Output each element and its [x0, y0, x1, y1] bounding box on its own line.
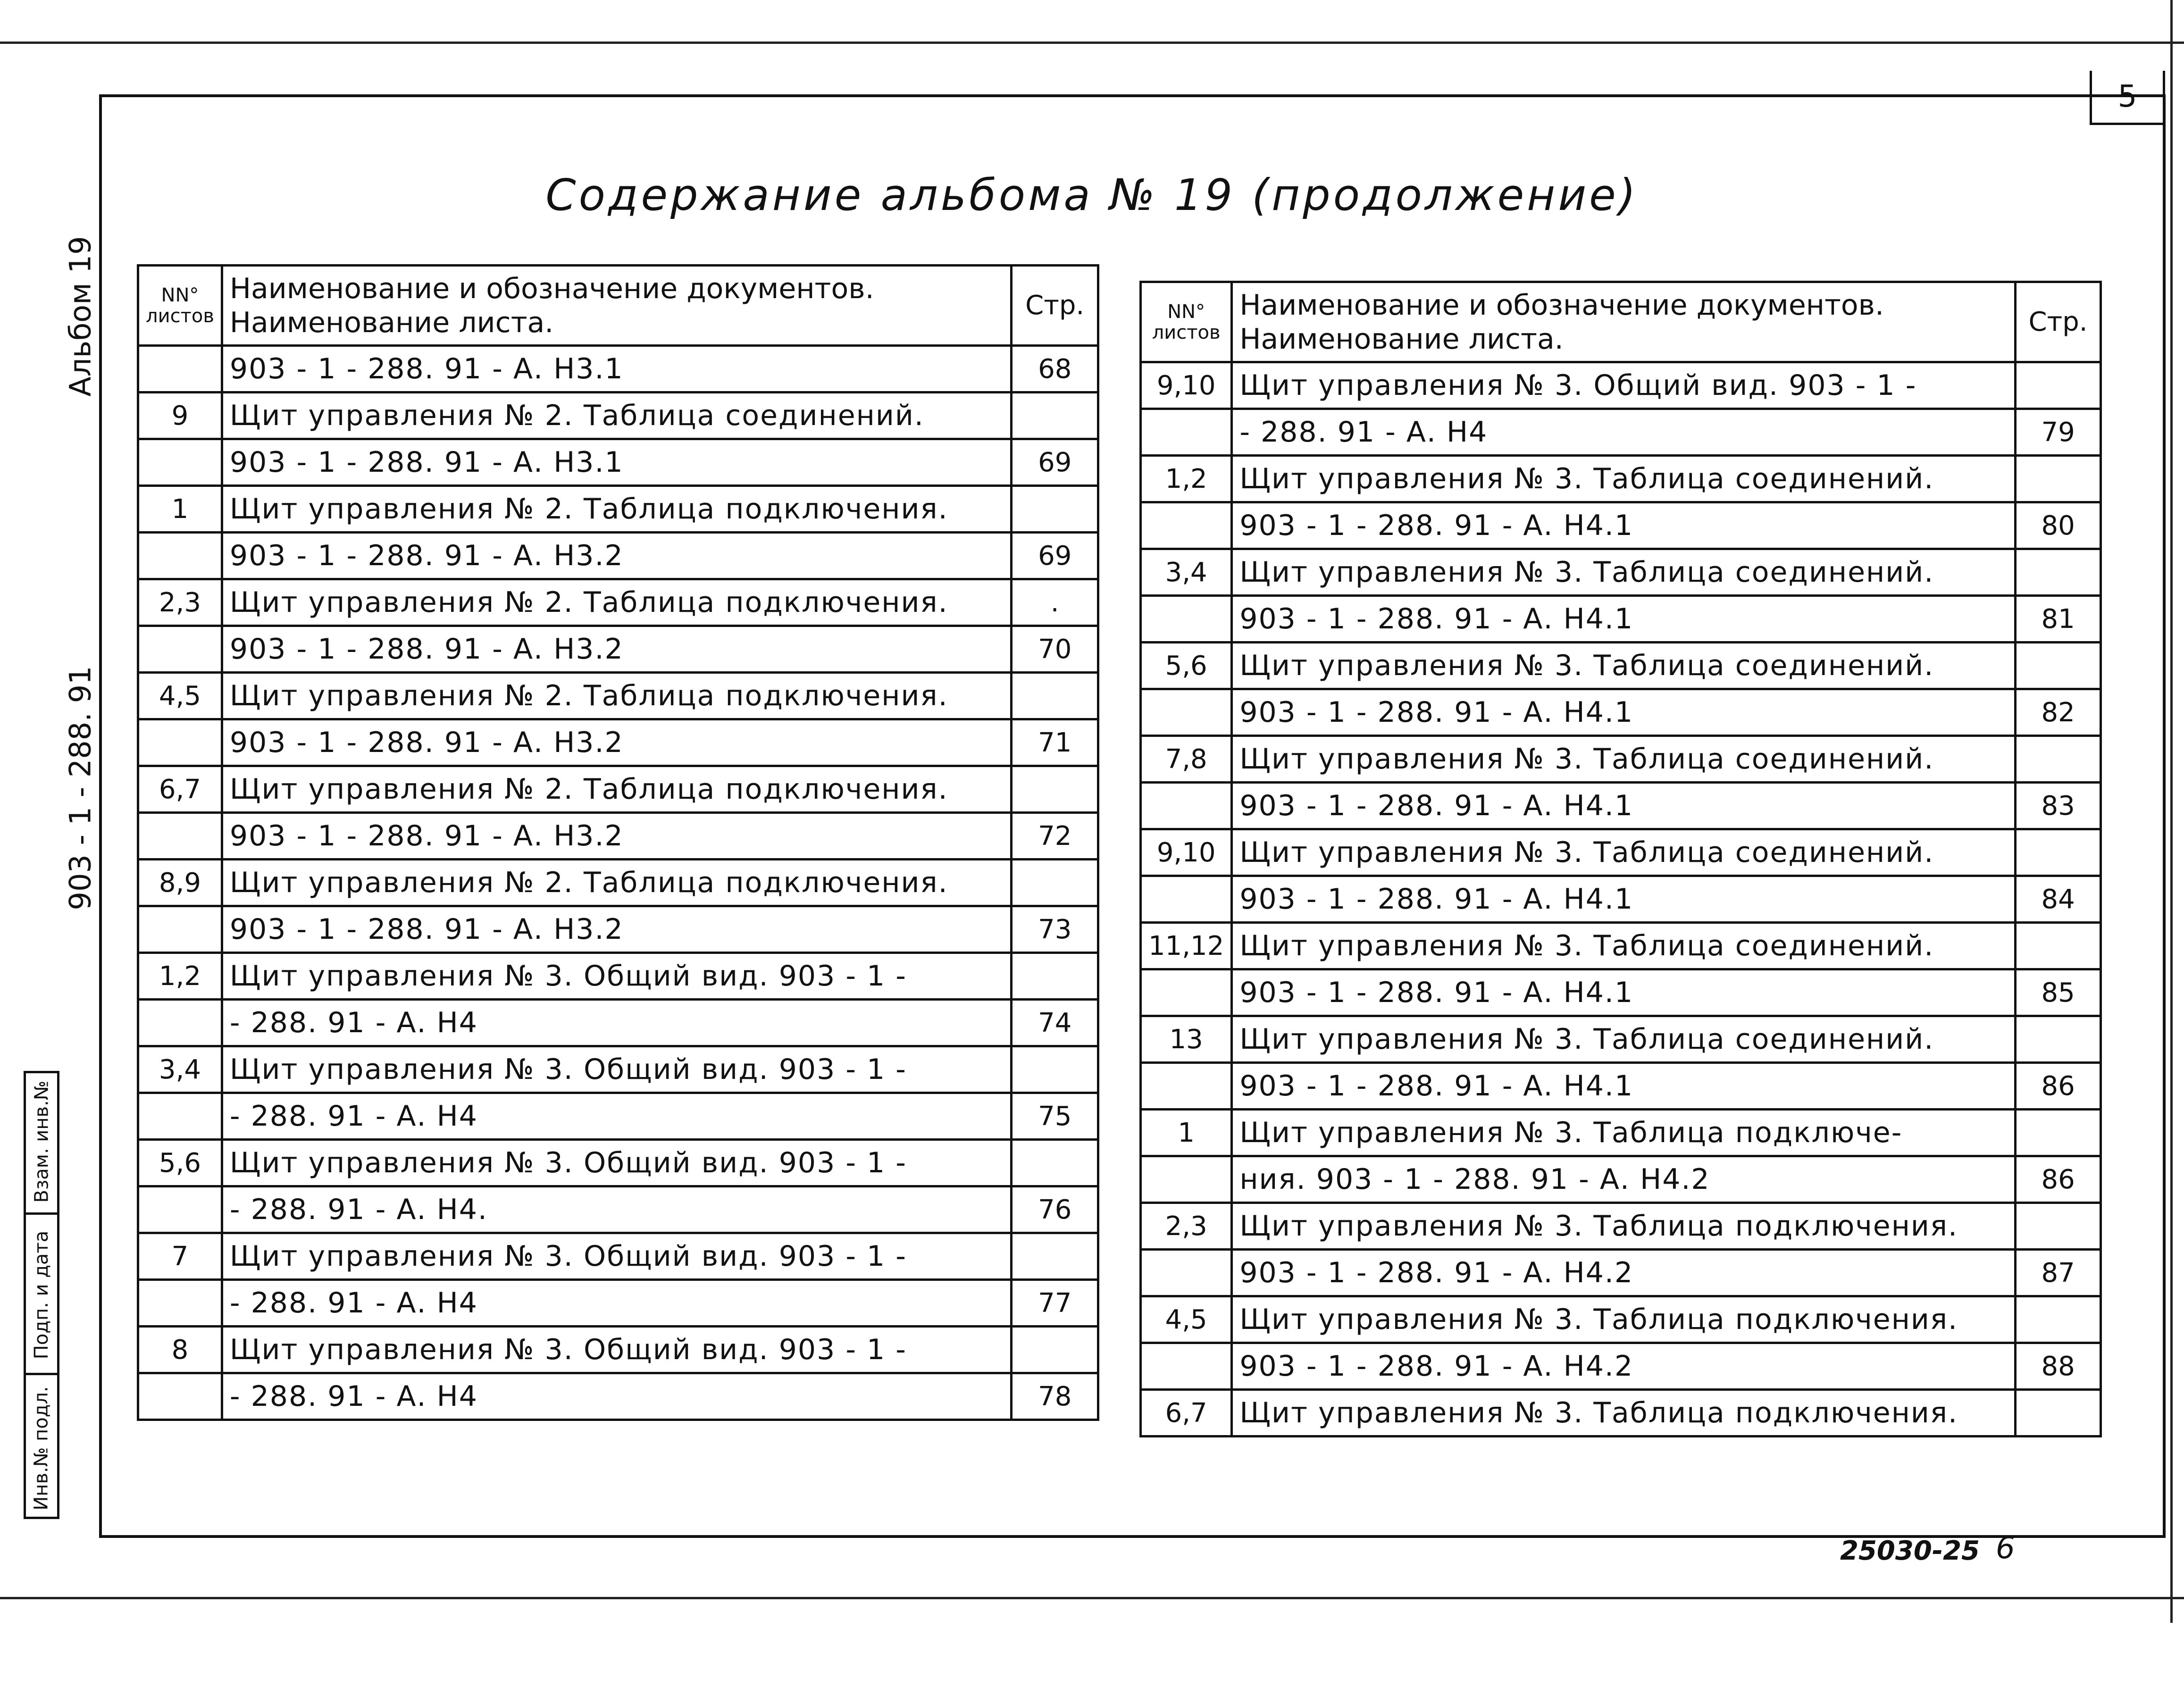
page-number-cell: 73 — [1012, 906, 1098, 953]
sheet-numbers: 1,2 — [1141, 456, 1232, 502]
document-name: - 288. 91 - А. Н4 — [222, 1280, 1012, 1327]
sheet-numbers: 9,10 — [1141, 829, 1232, 876]
document-name: - 288. 91 - А. Н4 — [222, 1000, 1012, 1046]
page-number-cell: 70 — [1012, 626, 1098, 673]
page-number-cell: 81 — [2016, 596, 2101, 643]
stamp-signature-date: Подп. и дата — [26, 1212, 57, 1375]
right-edge-line — [2170, 0, 2173, 1623]
sheet-numbers — [138, 719, 222, 766]
sheet-numbers — [1141, 969, 1232, 1016]
table-row — [1141, 362, 2101, 409]
document-name: Щит управления № 2. Таблица подключения. — [222, 486, 1012, 533]
document-name: 903 - 1 - 288. 91 - А. Н3.1 — [222, 439, 1012, 486]
sheet-numbers: 4,5 — [138, 673, 222, 719]
sheet-numbers — [138, 439, 222, 486]
table-row — [1141, 1063, 2101, 1110]
document-name: Щит управления № 3. Таблица соединений. — [1232, 829, 2016, 876]
table-row — [1141, 1203, 2101, 1250]
table-row — [1141, 736, 2101, 783]
document-name: 903 - 1 - 288. 91 - А. Н4.1 — [1232, 689, 2016, 736]
sheet-numbers: 2,3 — [1141, 1203, 1232, 1250]
header-name: Наименование и обозначение документов. Наименование листа. — [1232, 282, 2016, 362]
document-name: Щит управления № 3. Таблица соединений. — [1232, 736, 2016, 783]
table-row — [138, 1280, 1098, 1327]
document-name: - 288. 91 - А. Н4. — [222, 1186, 1012, 1233]
sheet-numbers: 6,7 — [138, 766, 222, 813]
document-name: Щит управления № 2. Таблица подключения. — [222, 579, 1012, 626]
document-name: 903 - 1 - 288. 91 - А. Н4.1 — [1232, 876, 2016, 923]
stamp-replacement-inventory: Взам. инв.№ — [31, 1080, 52, 1203]
table-row — [138, 393, 1098, 439]
document-name: Щит управления № 3. Общий вид. 903 - 1 - — [222, 1046, 1012, 1093]
table-row — [138, 533, 1098, 579]
sheet-numbers — [138, 1186, 222, 1233]
table-row — [138, 439, 1098, 486]
sheet-numbers: 8,9 — [138, 860, 222, 906]
document-name: Щит управления № 2. Таблица подключения. — [222, 766, 1012, 813]
sheet-numbers: 9 — [138, 393, 222, 439]
footer-sheet-number: 6 — [1996, 1531, 2015, 1566]
page-number-cell: 84 — [2016, 876, 2101, 923]
document-name: 903 - 1 - 288. 91 - А. Н4.1 — [1232, 783, 2016, 829]
document-name: Щит управления № 3. Таблица подключения. — [1232, 1390, 2016, 1436]
document-name: Щит управления № 3. Таблица соединений. — [1232, 643, 2016, 689]
page-number-cell — [1012, 860, 1098, 906]
sheet-numbers: 5,6 — [138, 1140, 222, 1186]
document-name: Щит управления № 3. Таблица соединений. — [1232, 549, 2016, 596]
header-page: Стр. — [1012, 266, 1098, 346]
page-number-cell — [2016, 643, 2101, 689]
page-number-cell: 85 — [2016, 969, 2101, 1016]
document-name: 903 - 1 - 288. 91 - А. Н3.2 — [222, 906, 1012, 953]
table-row — [138, 766, 1098, 813]
page-number-cell — [1012, 1046, 1098, 1093]
document-name: Щит управления № 3. Таблица подключе- — [1232, 1110, 2016, 1156]
page-number-cell — [1012, 1233, 1098, 1280]
table-row — [138, 953, 1098, 1000]
document-name: Щит управления № 2. Таблица подключения. — [222, 673, 1012, 719]
bottom-edge-line — [0, 1597, 2184, 1599]
sheet-numbers — [1141, 409, 1232, 456]
page-number-cell — [1012, 1327, 1098, 1373]
page-number-cell — [2016, 923, 2101, 969]
contents-table-left — [137, 264, 1099, 1421]
table-row — [1141, 969, 2101, 1016]
table-row — [138, 626, 1098, 673]
page-number-cell: 69 — [1012, 533, 1098, 579]
sheet-numbers: 9,10 — [1141, 362, 1232, 409]
page-number-cell — [2016, 736, 2101, 783]
header-sheets: NN° листов — [138, 266, 222, 346]
sheet-numbers — [138, 813, 222, 860]
table-row — [1141, 829, 2101, 876]
page-number-cell — [2016, 1296, 2101, 1343]
table-row — [138, 346, 1098, 393]
page-number-cell — [1012, 673, 1098, 719]
sheet-numbers: 8 — [138, 1327, 222, 1373]
table-header-row — [138, 266, 1098, 346]
sheet-numbers: 1 — [138, 486, 222, 533]
page-number: 5 — [2090, 71, 2165, 125]
document-name: Щит управления № 3. Общий вид. 903 - 1 - — [1232, 362, 2016, 409]
sheet-numbers — [1141, 596, 1232, 643]
page-number-cell: 76 — [1012, 1186, 1098, 1233]
table-row — [1141, 876, 2101, 923]
page-number-cell: 78 — [1012, 1373, 1098, 1420]
page-number-cell — [1012, 1140, 1098, 1186]
table-row — [1141, 923, 2101, 969]
document-name: - 288. 91 - А. Н4 — [1232, 409, 2016, 456]
page-number-cell: 80 — [2016, 502, 2101, 549]
page-number-cell: 68 — [1012, 346, 1098, 393]
sheet-numbers: 5,6 — [1141, 643, 1232, 689]
sheet-numbers — [1141, 1063, 1232, 1110]
stamp-original-inventory: Инв.№ подл. — [26, 1373, 57, 1521]
table-row — [1141, 1250, 2101, 1296]
page-number-cell — [2016, 1203, 2101, 1250]
contents-table-right — [1139, 281, 2102, 1437]
document-name: Щит управления № 3. Общий вид. 903 - 1 - — [222, 1140, 1012, 1186]
table-row — [138, 906, 1098, 953]
document-name: 903 - 1 - 288. 91 - А. Н3.1 — [222, 346, 1012, 393]
sheet-numbers: 3,4 — [138, 1046, 222, 1093]
document-name: 903 - 1 - 288. 91 - А. Н4.1 — [1232, 1063, 2016, 1110]
header-name: Наименование и обозначение документов. Наименование листа. — [222, 266, 1012, 346]
document-name: Щит управления № 3. Таблица соединений. — [1232, 1016, 2016, 1063]
document-name: 903 - 1 - 288. 91 - А. Н3.2 — [222, 533, 1012, 579]
table-row — [1141, 783, 2101, 829]
table-row — [138, 1046, 1098, 1093]
table-row — [1141, 1016, 2101, 1063]
table-row — [1141, 456, 2101, 502]
table-row — [138, 719, 1098, 766]
table-row — [1141, 643, 2101, 689]
table-row — [1141, 596, 2101, 643]
document-name: 903 - 1 - 288. 91 - А. Н4.1 — [1232, 969, 2016, 1016]
table-row — [138, 813, 1098, 860]
sheet-numbers: 7,8 — [1141, 736, 1232, 783]
table-row — [138, 1327, 1098, 1373]
sheet-numbers: 2,3 — [138, 579, 222, 626]
document-name: 903 - 1 - 288. 91 - А. Н4.1 — [1232, 502, 2016, 549]
table-row — [138, 1233, 1098, 1280]
top-edge-line — [0, 42, 2184, 44]
page-number-cell: 72 — [1012, 813, 1098, 860]
sheet-numbers: 1 — [1141, 1110, 1232, 1156]
sheet-numbers — [138, 1093, 222, 1140]
page-number-cell: 86 — [2016, 1156, 2101, 1203]
table-header-row — [1141, 282, 2101, 362]
page-number-cell: 74 — [1012, 1000, 1098, 1046]
sheet-numbers: 7 — [138, 1233, 222, 1280]
sheet-numbers — [1141, 783, 1232, 829]
sheet-numbers: 4,5 — [1141, 1296, 1232, 1343]
document-name: 903 - 1 - 288. 91 - А. Н4.2 — [1232, 1343, 2016, 1390]
sheet-numbers — [138, 1373, 222, 1420]
header-sheets: NN° листов — [1141, 282, 1232, 362]
stamp-column — [24, 1071, 59, 1519]
header-page: Стр. — [2016, 282, 2101, 362]
sheet-numbers — [1141, 502, 1232, 549]
sheet-numbers: 1,2 — [138, 953, 222, 1000]
sheet-numbers — [138, 1280, 222, 1327]
table-row — [1141, 1156, 2101, 1203]
page-number-cell: 69 — [1012, 439, 1098, 486]
table-row — [138, 673, 1098, 719]
page-number-cell — [2016, 829, 2101, 876]
table-row — [138, 486, 1098, 533]
sheet-numbers — [138, 533, 222, 579]
document-name: Щит управления № 3. Таблица соединений. — [1232, 923, 2016, 969]
sheet-numbers — [1141, 1156, 1232, 1203]
document-name: Щит управления № 3. Общий вид. 903 - 1 - — [222, 1233, 1012, 1280]
page-number-cell — [1012, 766, 1098, 813]
sheet-numbers — [138, 626, 222, 673]
document-name: 903 - 1 - 288. 91 - А. Н4.1 — [1232, 596, 2016, 643]
table-row — [1141, 549, 2101, 596]
page-number-cell — [2016, 549, 2101, 596]
page-number-cell — [1012, 486, 1098, 533]
document-name: Щит управления № 3. Таблица соединений. — [1232, 456, 2016, 502]
table-row — [138, 1093, 1098, 1140]
sheet-numbers: 3,4 — [1141, 549, 1232, 596]
table-row — [1141, 502, 2101, 549]
document-name: 903 - 1 - 288. 91 - А. Н3.2 — [222, 719, 1012, 766]
table-row — [138, 860, 1098, 906]
sheet-numbers — [1141, 876, 1232, 923]
document-name: 903 - 1 - 288. 91 - А. Н3.2 — [222, 813, 1012, 860]
page-number-cell: 77 — [1012, 1280, 1098, 1327]
document-name: ния. 903 - 1 - 288. 91 - А. Н4.2 — [1232, 1156, 2016, 1203]
sheet-numbers — [1141, 1250, 1232, 1296]
sheet-numbers: 6,7 — [1141, 1390, 1232, 1436]
page-title: Содержание альбома № 19 (продолжение) — [545, 170, 1639, 220]
sheet-numbers — [138, 906, 222, 953]
document-name: Щит управления № 3. Таблица подключения. — [1232, 1203, 2016, 1250]
table-row — [1141, 1110, 2101, 1156]
table-row — [138, 1186, 1098, 1233]
page-number-cell — [2016, 1390, 2101, 1436]
page-number-cell — [2016, 456, 2101, 502]
table-row — [1141, 1390, 2101, 1436]
margin-document-code: 903 - 1 - 288. 91 — [63, 665, 98, 910]
table-row — [138, 579, 1098, 626]
table-row — [1141, 1343, 2101, 1390]
footer-document-code: 25030-25 — [1840, 1536, 1980, 1566]
sheet-numbers — [138, 346, 222, 393]
page-number-cell: 75 — [1012, 1093, 1098, 1140]
page-number-cell: 88 — [2016, 1343, 2101, 1390]
table-row — [138, 1000, 1098, 1046]
sheet-numbers: 11,12 — [1141, 923, 1232, 969]
page-number-cell: 71 — [1012, 719, 1098, 766]
sheet-numbers: 13 — [1141, 1016, 1232, 1063]
page-number-cell — [2016, 1110, 2101, 1156]
table-row — [138, 1140, 1098, 1186]
document-name: Щит управления № 2. Таблица подключения. — [222, 860, 1012, 906]
document-name: Щит управления № 3. Таблица подключения. — [1232, 1296, 2016, 1343]
page-number-cell — [1012, 953, 1098, 1000]
document-name: 903 - 1 - 288. 91 - А. Н4.2 — [1232, 1250, 2016, 1296]
table-row — [1141, 409, 2101, 456]
page-number-cell — [2016, 362, 2101, 409]
document-name: - 288. 91 - А. Н4 — [222, 1093, 1012, 1140]
page-number-cell: 86 — [2016, 1063, 2101, 1110]
page-number-cell: 87 — [2016, 1250, 2101, 1296]
page-number-cell — [1012, 393, 1098, 439]
margin-album-label: Альбом 19 — [63, 235, 98, 397]
document-name: Щит управления № 2. Таблица соединений. — [222, 393, 1012, 439]
table-row — [138, 1373, 1098, 1420]
page-number-cell: 83 — [2016, 783, 2101, 829]
document-name: 903 - 1 - 288. 91 - А. Н3.2 — [222, 626, 1012, 673]
page-number-cell: 82 — [2016, 689, 2101, 736]
table-row — [1141, 689, 2101, 736]
table-row — [1141, 1296, 2101, 1343]
sheet-numbers — [1141, 1343, 1232, 1390]
page-number-cell: . — [1012, 579, 1098, 626]
document-name: Щит управления № 3. Общий вид. 903 - 1 - — [222, 1327, 1012, 1373]
document-name: - 288. 91 - А. Н4 — [222, 1373, 1012, 1420]
sheet-numbers — [1141, 689, 1232, 736]
sheet-numbers — [138, 1000, 222, 1046]
page-number-cell — [2016, 1016, 2101, 1063]
document-name: Щит управления № 3. Общий вид. 903 - 1 - — [222, 953, 1012, 1000]
page-number-cell: 79 — [2016, 409, 2101, 456]
